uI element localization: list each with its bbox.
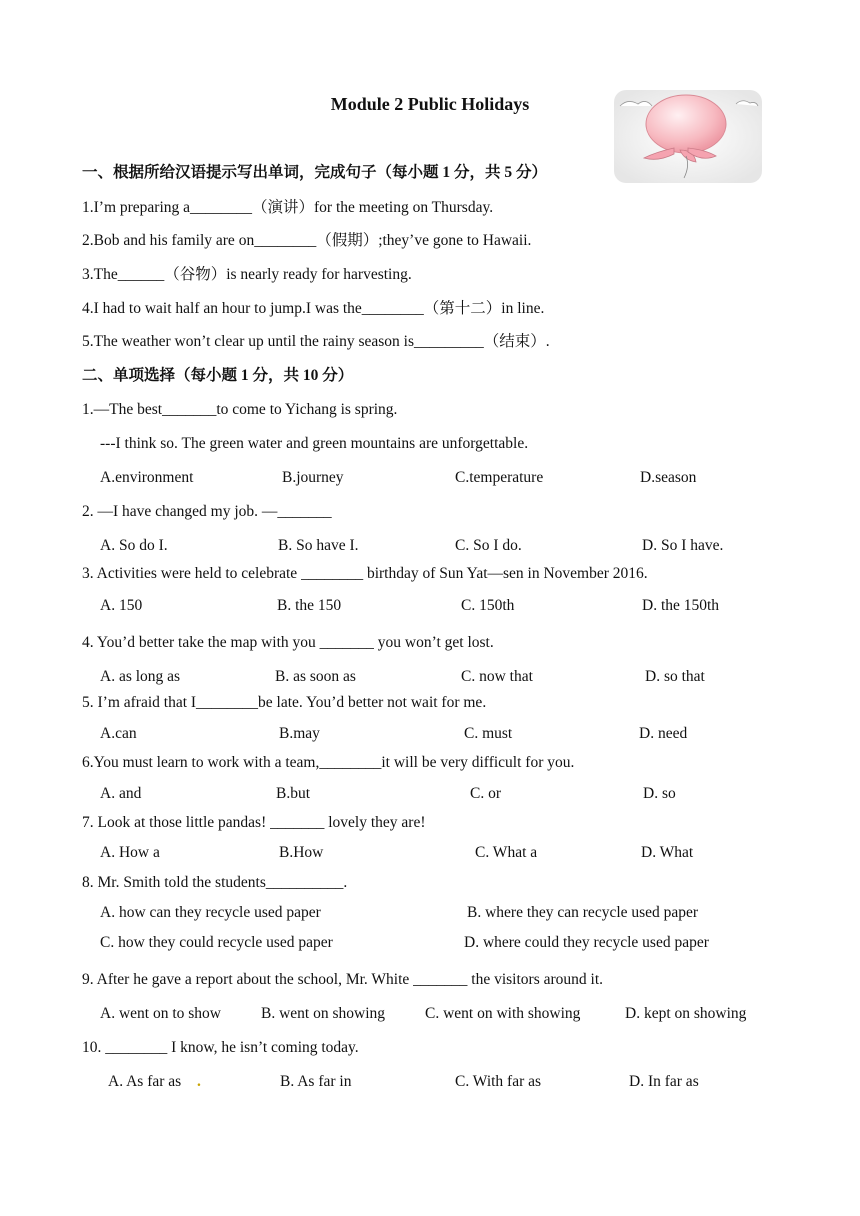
q3-option-c: C. 150th: [461, 597, 515, 614]
s1-item-4: 4.I had to wait half an hour to jump.I was the________（第十二）in line.: [82, 300, 545, 317]
q9-text: 9. After he gave a report about the school, Mr. White _______ the visitors around it.: [82, 971, 604, 988]
balloon-logo-image: [614, 90, 762, 183]
q10-option-c: C. With far as: [455, 1073, 542, 1090]
q5-text: 5. I’m afraid that I________be late. You’d better not wait for me.: [82, 694, 487, 711]
q1-text: 1.—The best_______to come to Yichang is spring.: [82, 401, 398, 418]
q6-option-d: D. so: [643, 785, 676, 802]
q6-option-c: C. or: [470, 785, 501, 802]
q5-option-d: D. need: [639, 725, 688, 742]
s1-item-2: 2.Bob and his family are on________（假期）;they’ve gone to Hawaii.: [82, 232, 532, 249]
q4-text: 4. You’d better take the map with you _______ you won’t get lost.: [82, 634, 494, 651]
section2-heading: 二、单项选择（每小题 1 分，共 10 分）: [82, 367, 354, 384]
q8-text: 8. Mr. Smith told the students__________.: [82, 874, 348, 891]
q6-text: 6.You must learn to work with a team,________it will be very difficult for you.: [82, 754, 575, 771]
s1-item-3: 3.The______（谷物）is nearly ready for harvesting.: [82, 266, 412, 283]
q9-option-b: B. went on showing: [261, 1005, 385, 1022]
q8-option-b: B. where they can recycle used paper: [467, 904, 699, 921]
page-title: Module 2 Public Holidays: [330, 94, 530, 114]
q9-option-d: D. kept on showing: [625, 1005, 747, 1022]
q2-option-a: A. So do I.: [100, 537, 168, 554]
q1-option-c: C.temperature: [455, 469, 544, 486]
q1-option-a: A.environment: [100, 469, 194, 486]
s1-item-1: 1.I’m preparing a________（演讲）for the meeting on Thursday.: [82, 199, 494, 216]
q6-option-b: B.but: [276, 785, 311, 802]
q8-option-c: C. how they could recycle used paper: [100, 934, 333, 951]
q3-option-a: A. 150: [100, 597, 143, 614]
q4-option-c: C. now that: [461, 668, 533, 685]
q1-option-b: B.journey: [282, 469, 344, 486]
q3-option-d: D. the 150th: [642, 597, 720, 614]
q9-option-a: A. went on to show: [100, 1005, 221, 1022]
q7-option-d: D. What: [641, 844, 694, 861]
q2-option-d: D. So I have.: [642, 537, 724, 554]
q1-text-2: ---I think so. The green water and green mountains are unforgettable.: [100, 435, 529, 452]
q1-option-d: D.season: [640, 469, 697, 486]
q7-option-b: B.How: [279, 844, 324, 861]
q2-option-b: B. So have I.: [278, 537, 359, 554]
q10-option-d: D. In far as: [629, 1073, 699, 1090]
q5-option-a: A.can: [100, 725, 137, 742]
q10-option-a: A. As far as: [108, 1073, 182, 1090]
q2-option-c: C. So I do.: [455, 537, 522, 554]
q4-option-b: B. as soon as: [275, 668, 356, 685]
q8-option-a: A. how can they recycle used paper: [100, 904, 321, 921]
q7-option-c: C. What a: [475, 844, 538, 861]
q6-option-a: A. and: [100, 785, 142, 802]
q3-option-b: B. the 150: [277, 597, 342, 614]
q8-option-d: D. where could they recycle used paper: [464, 934, 709, 951]
q7-text: 7. Look at those little pandas! _______ lovely they are!: [82, 814, 426, 831]
q2-text: 2. —I have changed my job. —_______: [82, 503, 332, 520]
section1-heading: 一、根据所给汉语提示写出单词，完成句子（每小题 1 分，共 5 分）: [82, 164, 548, 181]
q10-option-b: B. As far in: [280, 1073, 352, 1090]
q4-option-a: A. as long as: [100, 668, 181, 685]
q4-option-d: D. so that: [645, 668, 705, 685]
q5-option-c: C. must: [464, 725, 513, 742]
q9-option-c: C. went on with showing: [425, 1005, 581, 1022]
q7-option-a: A. How a: [100, 844, 160, 861]
q10-text: 10. ________ I know, he isn’t coming today.: [82, 1039, 359, 1056]
q5-option-b: B.may: [279, 725, 320, 742]
stray-dot-mark: .: [197, 1073, 201, 1090]
s1-item-5: 5.The weather won’t clear up until the rainy season is_________（结束）.: [82, 333, 550, 350]
q3-text: 3. Activities were held to celebrate ________ birthday of Sun Yat—sen in November 2016.: [82, 565, 648, 582]
